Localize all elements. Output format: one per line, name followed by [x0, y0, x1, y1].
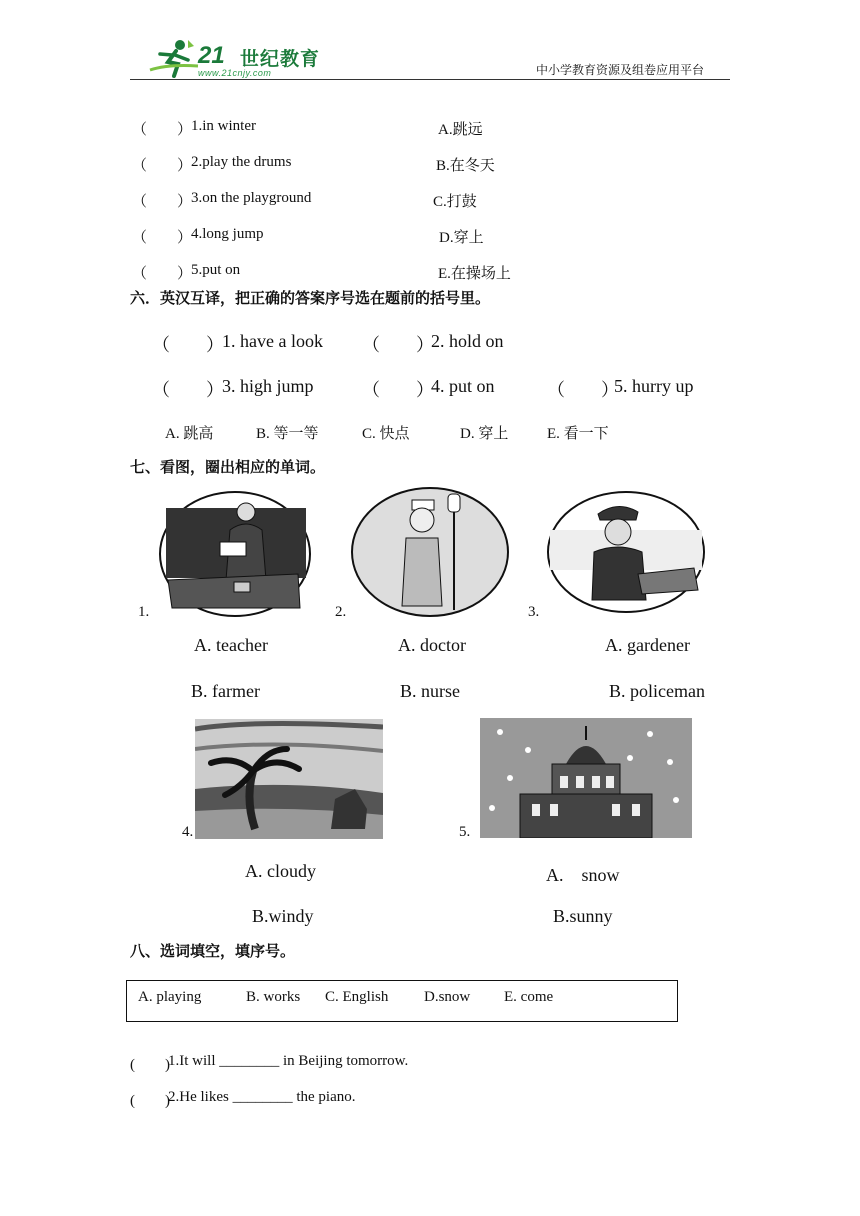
word-bank-option: C. English	[325, 989, 389, 1005]
word-bank-box	[126, 980, 678, 1022]
choice-a: A. gardener	[605, 635, 690, 655]
choice-a: A. doctor	[398, 635, 466, 655]
platform-name: 中小学教育资源及组卷应用平台	[536, 63, 705, 77]
word-bank-option: D.snow	[424, 989, 471, 1005]
section-seven-title: 七、看图，圈出相应的单词。	[130, 458, 326, 476]
picture-number: 3.	[528, 604, 540, 620]
match-item-text: 1.in winter	[191, 118, 256, 134]
match-item-text: 3.on the playground	[191, 190, 312, 206]
policeman-picture	[546, 490, 706, 616]
answer-paren: （ ）	[547, 380, 619, 400]
match-item-answer: A.跳远	[438, 122, 483, 138]
snow-picture	[480, 718, 692, 838]
translate-item: 1. have a look	[222, 331, 323, 351]
answer-paren: （ ）	[132, 122, 193, 138]
choice-a: A. snow	[546, 865, 620, 885]
answer-paren: ( )	[130, 1057, 170, 1073]
match-item-answer: C.打鼓	[433, 194, 477, 210]
match-item-answer: B.在冬天	[436, 158, 495, 174]
answer-paren: （ ）	[132, 230, 193, 246]
picture-number: 1.	[138, 604, 150, 620]
translate-item: 3. high jump	[222, 376, 314, 396]
answer-paren: （ ）	[152, 380, 224, 400]
match-item-text: 5.put on	[191, 262, 241, 278]
fill-blank-item: 1.It will ________ in Beijing tomorrow.	[168, 1053, 409, 1069]
choice-b: B. farmer	[191, 681, 260, 701]
match-item-answer: E.在操场上	[438, 266, 511, 282]
teacher-picture	[158, 490, 312, 618]
choice-b: B.sunny	[553, 906, 613, 926]
answer-paren: ( )	[130, 1093, 170, 1109]
answer-paren: （ ）	[152, 335, 224, 355]
answer-paren: （ ）	[362, 380, 434, 400]
choice-b: B. nurse	[400, 681, 460, 701]
choice-a: A. teacher	[194, 635, 268, 655]
logo-number: 21	[198, 42, 225, 69]
picture-number: 2.	[335, 604, 347, 620]
match-item-answer: D.穿上	[439, 230, 484, 246]
choice-b: B.windy	[252, 906, 314, 926]
match-item-text: 4.long jump	[191, 226, 264, 242]
word-bank-option: A. playing	[138, 989, 202, 1005]
translate-item: 5. hurry up	[614, 376, 694, 396]
logo-url: www.21cnjy.com	[198, 68, 272, 78]
runner-logo-icon	[148, 38, 200, 78]
word-bank-option: B. works	[246, 989, 301, 1005]
option-label: D. 穿上	[460, 426, 509, 442]
answer-paren: （ ）	[132, 194, 193, 210]
logo-text: 世纪教育	[240, 48, 321, 70]
answer-paren: （ ）	[132, 266, 193, 282]
answer-paren: （ ）	[362, 335, 434, 355]
picture-number: 5.	[459, 824, 471, 840]
translate-item: 4. put on	[431, 376, 495, 396]
header-divider	[130, 79, 730, 80]
option-label: E. 看一下	[547, 426, 609, 442]
fill-blank-item: 2.He likes ________ the piano.	[168, 1089, 356, 1105]
choice-a: A. cloudy	[245, 861, 316, 881]
section-eight-title: 八、选词填空，填序号。	[130, 942, 296, 960]
option-label: A. 跳高	[165, 426, 214, 442]
nurse-picture	[350, 486, 510, 620]
windy-picture	[195, 719, 383, 839]
option-label: B. 等一等	[256, 426, 319, 442]
answer-paren: （ ）	[132, 158, 193, 174]
section-six-title: 六．英汉互译，把正确的答案序号选在题前的括号里。	[130, 289, 491, 307]
option-label: C. 快点	[362, 426, 410, 442]
picture-number: 4.	[182, 824, 194, 840]
word-bank-option: E. come	[504, 989, 554, 1005]
match-item-text: 2.play the drums	[191, 154, 292, 170]
translate-item: 2. hold on	[431, 331, 504, 351]
choice-b: B. policeman	[609, 681, 705, 701]
